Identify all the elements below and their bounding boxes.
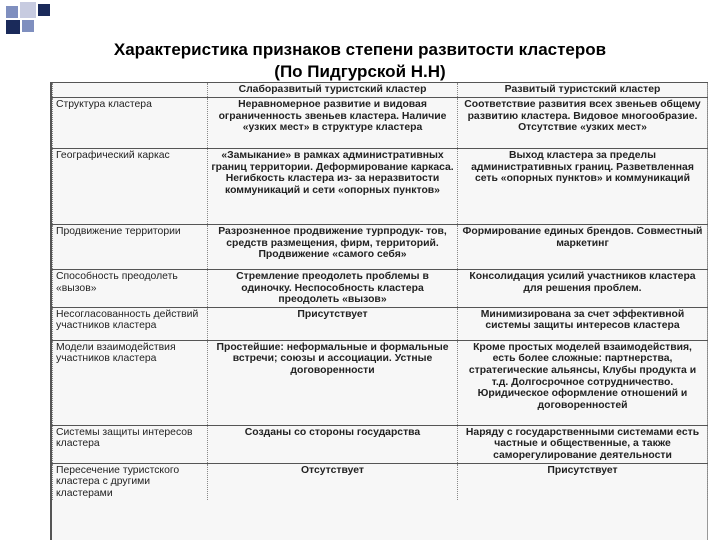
table-row — [53, 149, 708, 225]
scanned-table-image — [50, 82, 708, 540]
table-row — [53, 225, 708, 270]
header-developed: Развитый туристский кластер — [458, 83, 708, 98]
square-4 — [6, 20, 20, 34]
row-developed: Минимизирована за счет эффективной системы защиты интересов кластера — [458, 307, 708, 340]
row-feature: Структура кластера — [53, 98, 208, 149]
table-row — [53, 270, 708, 308]
row-feature: Пересечение туристского кластера с другими кластерами — [53, 463, 208, 500]
square-2 — [20, 2, 36, 18]
square-3 — [38, 4, 50, 16]
row-feature: Способность преодолеть «вызов» — [53, 270, 208, 308]
row-developed: Соответствие развития всех звеньев общему развитию кластера. Видовое многообразие. Отсутствие «узких мест» — [458, 98, 708, 149]
row-weak: Неравномерное развитие и видовая ограниченность звеньев кластера. Наличие «узких мест» в структуре кластера — [208, 98, 458, 149]
decorative-squares — [0, 0, 60, 40]
square-5 — [22, 20, 34, 32]
row-feature: Географический каркас — [53, 149, 208, 225]
row-feature: Модели взаимодействия участников кластера — [53, 340, 208, 425]
row-feature: Продвижение территории — [53, 225, 208, 270]
row-weak: Присутствует — [208, 307, 458, 340]
row-developed: Формирование единых брендов. Совместный маркетинг — [458, 225, 708, 270]
clusters-table — [52, 82, 708, 500]
square-1 — [6, 6, 18, 18]
row-weak: Простейшие: неформальные и формальные встречи; союзы и ассоциации. Устные договоренности — [208, 340, 458, 425]
row-weak: Стремление преодолеть проблемы в одиночку. Неспособность кластера преодолеть «вызов» — [208, 270, 458, 308]
row-weak: Созданы со стороны государства — [208, 425, 458, 463]
row-weak: Разрозненное продвижение турпродук- тов, средств размещения, фирм, территорий. Продвижение «самого себя» — [208, 225, 458, 270]
slide-subtitle: (По Пидгурской Н.Н) — [274, 62, 446, 81]
row-developed: Присутствует — [458, 463, 708, 500]
table-header-row — [53, 83, 708, 98]
row-feature: Несогласованность действий участников кластера — [53, 307, 208, 340]
row-developed: Наряду с государственными системами есть частные и общественные, а также саморегулирование деятельности — [458, 425, 708, 463]
header-feature — [53, 83, 208, 98]
row-weak: «Замыкание» в рамках административных границ территории. Деформирование каркаса. Негибкость кластера из- за неразвитости коммуникаций и сети «опорных пунктов» — [208, 149, 458, 225]
header-weak: Слаборазвитый туристский кластер — [208, 83, 458, 98]
table-row — [53, 425, 708, 463]
table-row — [53, 463, 708, 500]
row-weak: Отсутствует — [208, 463, 458, 500]
table-row — [53, 307, 708, 340]
table-row — [53, 340, 708, 425]
slide-title: Характеристика признаков степени развитости кластеров — [113, 40, 607, 59]
row-feature: Системы защиты интересов кластера — [53, 425, 208, 463]
row-developed: Кроме простых моделей взаимодействия, есть более сложные: партнерства, стратегические альянсы, Клубы продукта и т.д. Долгосрочное сотрудничество. Юридическое оформление отношений и договоренностей — [458, 340, 708, 425]
row-developed: Выход кластера за пределы административных границ. Разветвленная сеть «опорных пунктов» и коммуникаций — [458, 149, 708, 225]
table-row — [53, 98, 708, 149]
row-developed: Консолидация усилий участников кластера для решения проблем. — [458, 270, 708, 308]
